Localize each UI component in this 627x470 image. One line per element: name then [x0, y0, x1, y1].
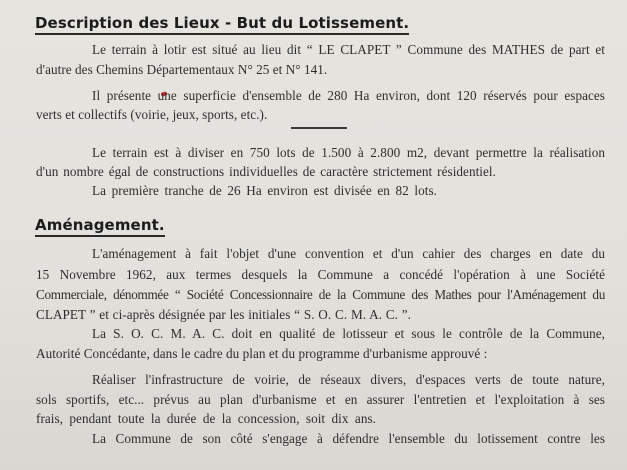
- paragraph-line: CLAPET ” et ci-après désignée par les initiales “ S. O. C. M. A. C. ”.: [36, 307, 411, 322]
- paragraph-line: Commerciale, dénommée “ Société Concessionnaire de la Commune des Mathes pour l'Aménagement du: [36, 287, 605, 302]
- paragraph-line: Réaliser l'infrastructure de voirie, de réseaux divers, d'espaces verts de toute nature,: [92, 372, 605, 387]
- paragraph-line: frais, pendant toute la durée de la concession, soit dix ans.: [36, 411, 376, 426]
- section-heading-amenagement: Aménagement.: [35, 216, 165, 237]
- separator-rule: [291, 127, 347, 129]
- paragraph-line: L'aménagement à fait l'objet d'une convention et d'un cahier des charges en date du: [92, 246, 605, 261]
- paragraph-line: Le terrain à lotir est situé au lieu dit “ LE CLAPET ” Commune des MATHES de part et: [92, 42, 605, 57]
- paragraph-line: La première tranche de 26 Ha environ est divisée en 82 lots.: [92, 183, 437, 198]
- paragraph-line: Il présente une superficie d'ensemble de 280 Ha environ, dont 120 réservés pour espaces: [92, 88, 605, 103]
- paragraph-line: La S. O. C. M. A. C. doit en qualité de lotisseur et sous le contrôle de la Commune,: [92, 326, 605, 341]
- paragraph-line: Le terrain est à diviser en 750 lots de 1.500 à 2.800 m2, devant permettre la réalisation: [92, 145, 605, 160]
- paragraph-line: d'un nombre égal de constructions individuelles de caractère strictement résidentiel.: [36, 164, 496, 179]
- paragraph-line: Autorité Concédante, dans le cadre du plan et du programme d'urbanisme approuvé :: [36, 346, 488, 361]
- paragraph-line: 15 Novembre 1962, aux termes desquels la Commune a concédé l'opération à une Société: [36, 267, 605, 282]
- paragraph-line: verts et collectifs (voirie, jeux, sports, etc.).: [36, 107, 268, 122]
- paragraph-line: d'autre des Chemins Départementaux N° 25 et N° 141.: [36, 62, 328, 77]
- paragraph-line: sols sportifs, etc... prévus au plan d'urbanisme et en assurer l'entretien et l'exploitation à ses: [36, 392, 605, 407]
- paragraph-line: La Commune de son côté s'engage à défendre l'ensemble du lotissement contre les: [92, 431, 605, 446]
- section-heading-description: Description des Lieux - But du Lotissement.: [35, 14, 409, 35]
